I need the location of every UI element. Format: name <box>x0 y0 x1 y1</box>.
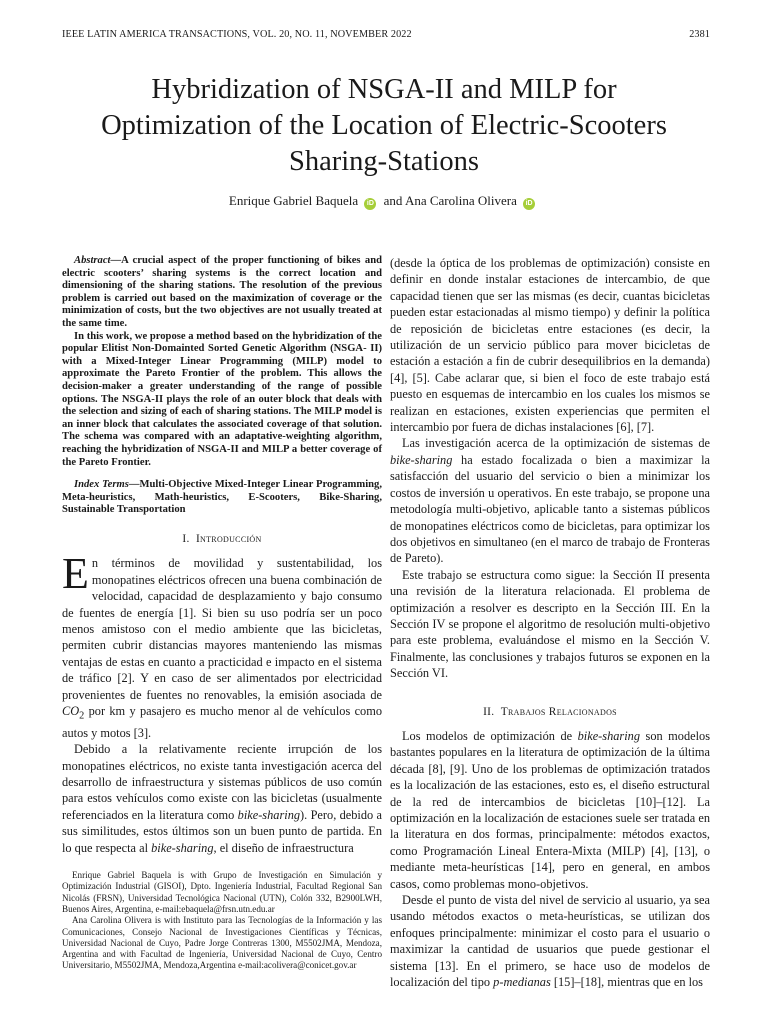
intro-paragraph-2 <box>62 741 382 856</box>
intro-text-1a: n términos de movilidad y sustentabilidad, los monopatines eléctricos ofrecen una buena combinación de velocidad, capacidad de desplazamiento y bajo consumo de fuentes de energía [1]. Si bien su uso podría ser un poco menos amistoso con el medio ambiente que las bicicletas, permiten cubrir distancias mayores manteniendo las mismas ventajas de estas en cuanto a practicidad e impacto en el sistema de tráfico [2]. Y en caso de ser alimentados por electricidad provenientes de fuentes no renovables, la emisión asociada de <box>62 556 382 702</box>
orcid-icon[interactable]: iD <box>364 198 376 210</box>
section-title: Introducción <box>195 532 262 545</box>
related-paragraph-2 <box>390 892 710 990</box>
left-column <box>62 255 382 972</box>
intro-paragraph-1 <box>62 549 382 741</box>
author-separator: and <box>383 193 403 208</box>
index-terms-text: —Multi-Objective Mixed-Integer Linear Programming, Meta-heuristics, Math-heuristics, E-Scooters, Bike-Sharing, Sustainable Transportation <box>62 479 382 516</box>
intro-term-bike-sharing: bike-sharing <box>237 807 301 822</box>
section-heading-trabajos-relacionados <box>390 704 710 720</box>
intro-paragraph-4 <box>390 435 710 566</box>
title-line-3: Sharing-Stations <box>289 146 479 177</box>
intro-text-1b: por km y pasajero es mucho menor al de vehículos como autos y motos [3]. <box>62 703 382 740</box>
section-title: Trabajos Relacionados <box>500 705 617 718</box>
related-term-bike-sharing: bike-sharing <box>577 728 641 743</box>
abstract-paragraph-2: In this work, we propose a method based on the hybridization of the popular Elitist Non-Domainted Sorted Genetic Algorithm (NSGA- II) with a Mixed-Integer Linear Programming (MILP) model to approximate the Pareto Frontier of the problem. This allows the decision-maker a greater understanding of the range of possible options. The NSGA-II plays the role of an outer block that deals with the selection and sizing of each of sharing stations. The MILP model is an inner block that calculates the associated coverage of that solution. The schema was compared with an adaptative-weighting algorithm, reaching the hybridization of NSGA-II and MILP a better coverage of the Pareto Frontier. <box>62 330 382 468</box>
abstract-text-1: —A crucial aspect of the proper functioning of bikes and electric scooters’ sharing systems is the correct location and dimensioning of the sharing stations. The resolution of the previous problem is carried out based on the maximization of coverage or the minimization of costs, but the two objectives are not usually treated at the same time. <box>62 255 382 329</box>
intro-text-2b: ). Pero, debido a sus similitudes, estos últimos son un buen punto de partida. En lo que respecta al <box>62 807 383 855</box>
section-numeral: I. <box>182 532 190 545</box>
running-head <box>62 29 710 40</box>
intro-text-4a: Las investigación acerca de la optimización de sistemas de <box>402 436 710 451</box>
related-paragraph-1 <box>390 728 710 892</box>
related-text-2b: [15]–[18], mientras que en los <box>550 975 703 990</box>
author-2-name: Ana Carolina Olivera <box>404 193 517 208</box>
intro-term-bike-sharing-2: bike-sharing <box>151 840 214 855</box>
author-line <box>0 193 768 210</box>
title-line-1: Hybridization of NSGA-II and MILP for <box>151 74 617 105</box>
co2-symbol: CO <box>62 703 80 718</box>
related-text-1b: son modelos bastantes populares en la literatura de optimización de la última década [8], [9]. Uno de los problemas de optimización tratados es la localización de las estaciones, esto es, el diseño estructural de la red de intercambios de bicicletas [10]–[12]. La optimización en la localización de estaciones suele ser tratada en la literatura en dos formas, principalmente: métodos exactos, como Programación Lineal Entera-Mixta (MILP) [4], [13], o mediante meta-heurísticas [14], pero en general, en ambos casos, como problemas mono-objetivos. <box>390 728 710 891</box>
intro-text-2c: , el diseño de infraestructura <box>213 840 354 855</box>
intro-text-4b: ha estado focalizada o bien a maximizar la satisfacción del usuario del servicio o bien a minimizar los costos de inversión u operativos. En este trabajo, se propone una metodología multi-objetivo, aplicable tanto a sistemas públicos de monopatines eléctricos como de bicicletas, para optimizar los dos objetivos en simultaneo (en el marco de trabajo de Fronteras de Pareto). <box>390 452 710 566</box>
related-term-p-medianas: p-medianas <box>493 975 551 990</box>
abstract-paragraph-1 <box>62 255 382 331</box>
abstract <box>62 255 382 469</box>
section-heading-introduccion <box>62 531 382 547</box>
drop-cap: E <box>62 549 89 599</box>
page-number: 2381 <box>689 29 710 40</box>
title-line-2: Optimization of the Location of Electric-Scooters <box>101 110 667 141</box>
journal-name: IEEE LATIN AMERICA TRANSACTIONS, VOL. 20, NO. 11, NOVEMBER 2022 <box>62 29 412 40</box>
author-1-name: Enrique Gabriel Baquela <box>228 193 359 208</box>
index-terms <box>62 479 382 517</box>
index-terms-lead: Index Terms <box>74 479 129 491</box>
intro-term-bike-sharing-3: bike-sharing <box>390 452 453 467</box>
related-text-1a: Los modelos de optimización de <box>402 728 578 743</box>
footnote-author-1: Enrique Gabriel Baquela is with Grupo de Investigación en Simulación y Optimización Industrial (GISOI), Dpto. Ingeniería Industrial, Facultad Regional San Nicolás (FRSN), Universidad Tecnológica Nacional (UTN), Colón 332, B2900LWH, Buenos Aires, Argentina, e-mail:ebaquela@frsn.utn.edu.ar <box>62 870 382 914</box>
abstract-lead: Abstract <box>74 255 111 266</box>
intro-paragraph-3: (desde la óptica de los problemas de optimización) consiste en definir en donde instalar estaciones de intercambio, de que capacidad tienen que ser las mismas (es decir, cuantas bicicletas pueden estar estacionadas al mismo tiempo) y definir la política de reposición de bicicletas entre estaciones (es decir, la utilización de un servicio público para mover bicicletas de estación a estación a fin de cubrir desequilibrios en la demanda) [4], [5]. Cabe aclarar que, si bien el foco de este trabajo está puesto en esquemas de intercambio en los cuales los mismos se realizan en estaciones, existen experiencias que permiten el intercambio por fuera de dichas instalaciones [6], [7]. <box>390 256 710 435</box>
section-numeral: II. <box>483 705 495 718</box>
co2-subscript: 2 <box>79 710 85 722</box>
paper-title <box>40 72 728 180</box>
related-text-2a: Desde el punto de vista del nivel de servicio al usuario, ya sea usando métodos exactos o meta-heurísticas, se utilizan dos enfoques principalmente: minimizar el costo para el usuario o maximizar la cantidad de usuarios que puede gestionar el sistema [13]. En el primero, se hace uso de modelos de localización del tipo <box>390 893 710 990</box>
right-column <box>390 255 710 990</box>
orcid-icon[interactable]: iD <box>523 198 535 210</box>
footnote-author-2: Ana Carolina Olivera is with Instituto para las Tecnologías de la Información y las Comunicaciones, Consejo Nacional de Investigaciones Científicas y Técnicas, Universidad Nacional de Cuyo, Padre Jorge Contreras 1300, M5502JMA, Mendoza, Argentina and with Facultad de Ingeniería, Universidad Nacional de Cuyo, Centro Universitario, M5502JMA, Mendoza,Argentina e-mail:acolivera@conicet.gov.ar <box>62 915 382 971</box>
author-footnotes <box>62 870 382 972</box>
intro-text-2a: Debido a la relativamente reciente irrupción de los monopatines eléctricos, no existe tanta investigación acerca del desarrollo de infraestructura y sistemas públicos de uso común para estos vehículos como existe con las bicicletas (usualmente referenciados en la literatura como <box>62 742 382 822</box>
intro-paragraph-5: Este trabajo se estructura como sigue: la Sección II presenta una revisión de la literatura relacionada. El problema de optimización a resolver es descripto en la Sección III. En la Sección IV se propone el algoritmo de resolución multi-objetivo para este problema, evaluándose el mismo en la Sección V. Finalmente, las conclusiones y trabajos futuros se exponen en la Sección VI. <box>390 567 710 681</box>
